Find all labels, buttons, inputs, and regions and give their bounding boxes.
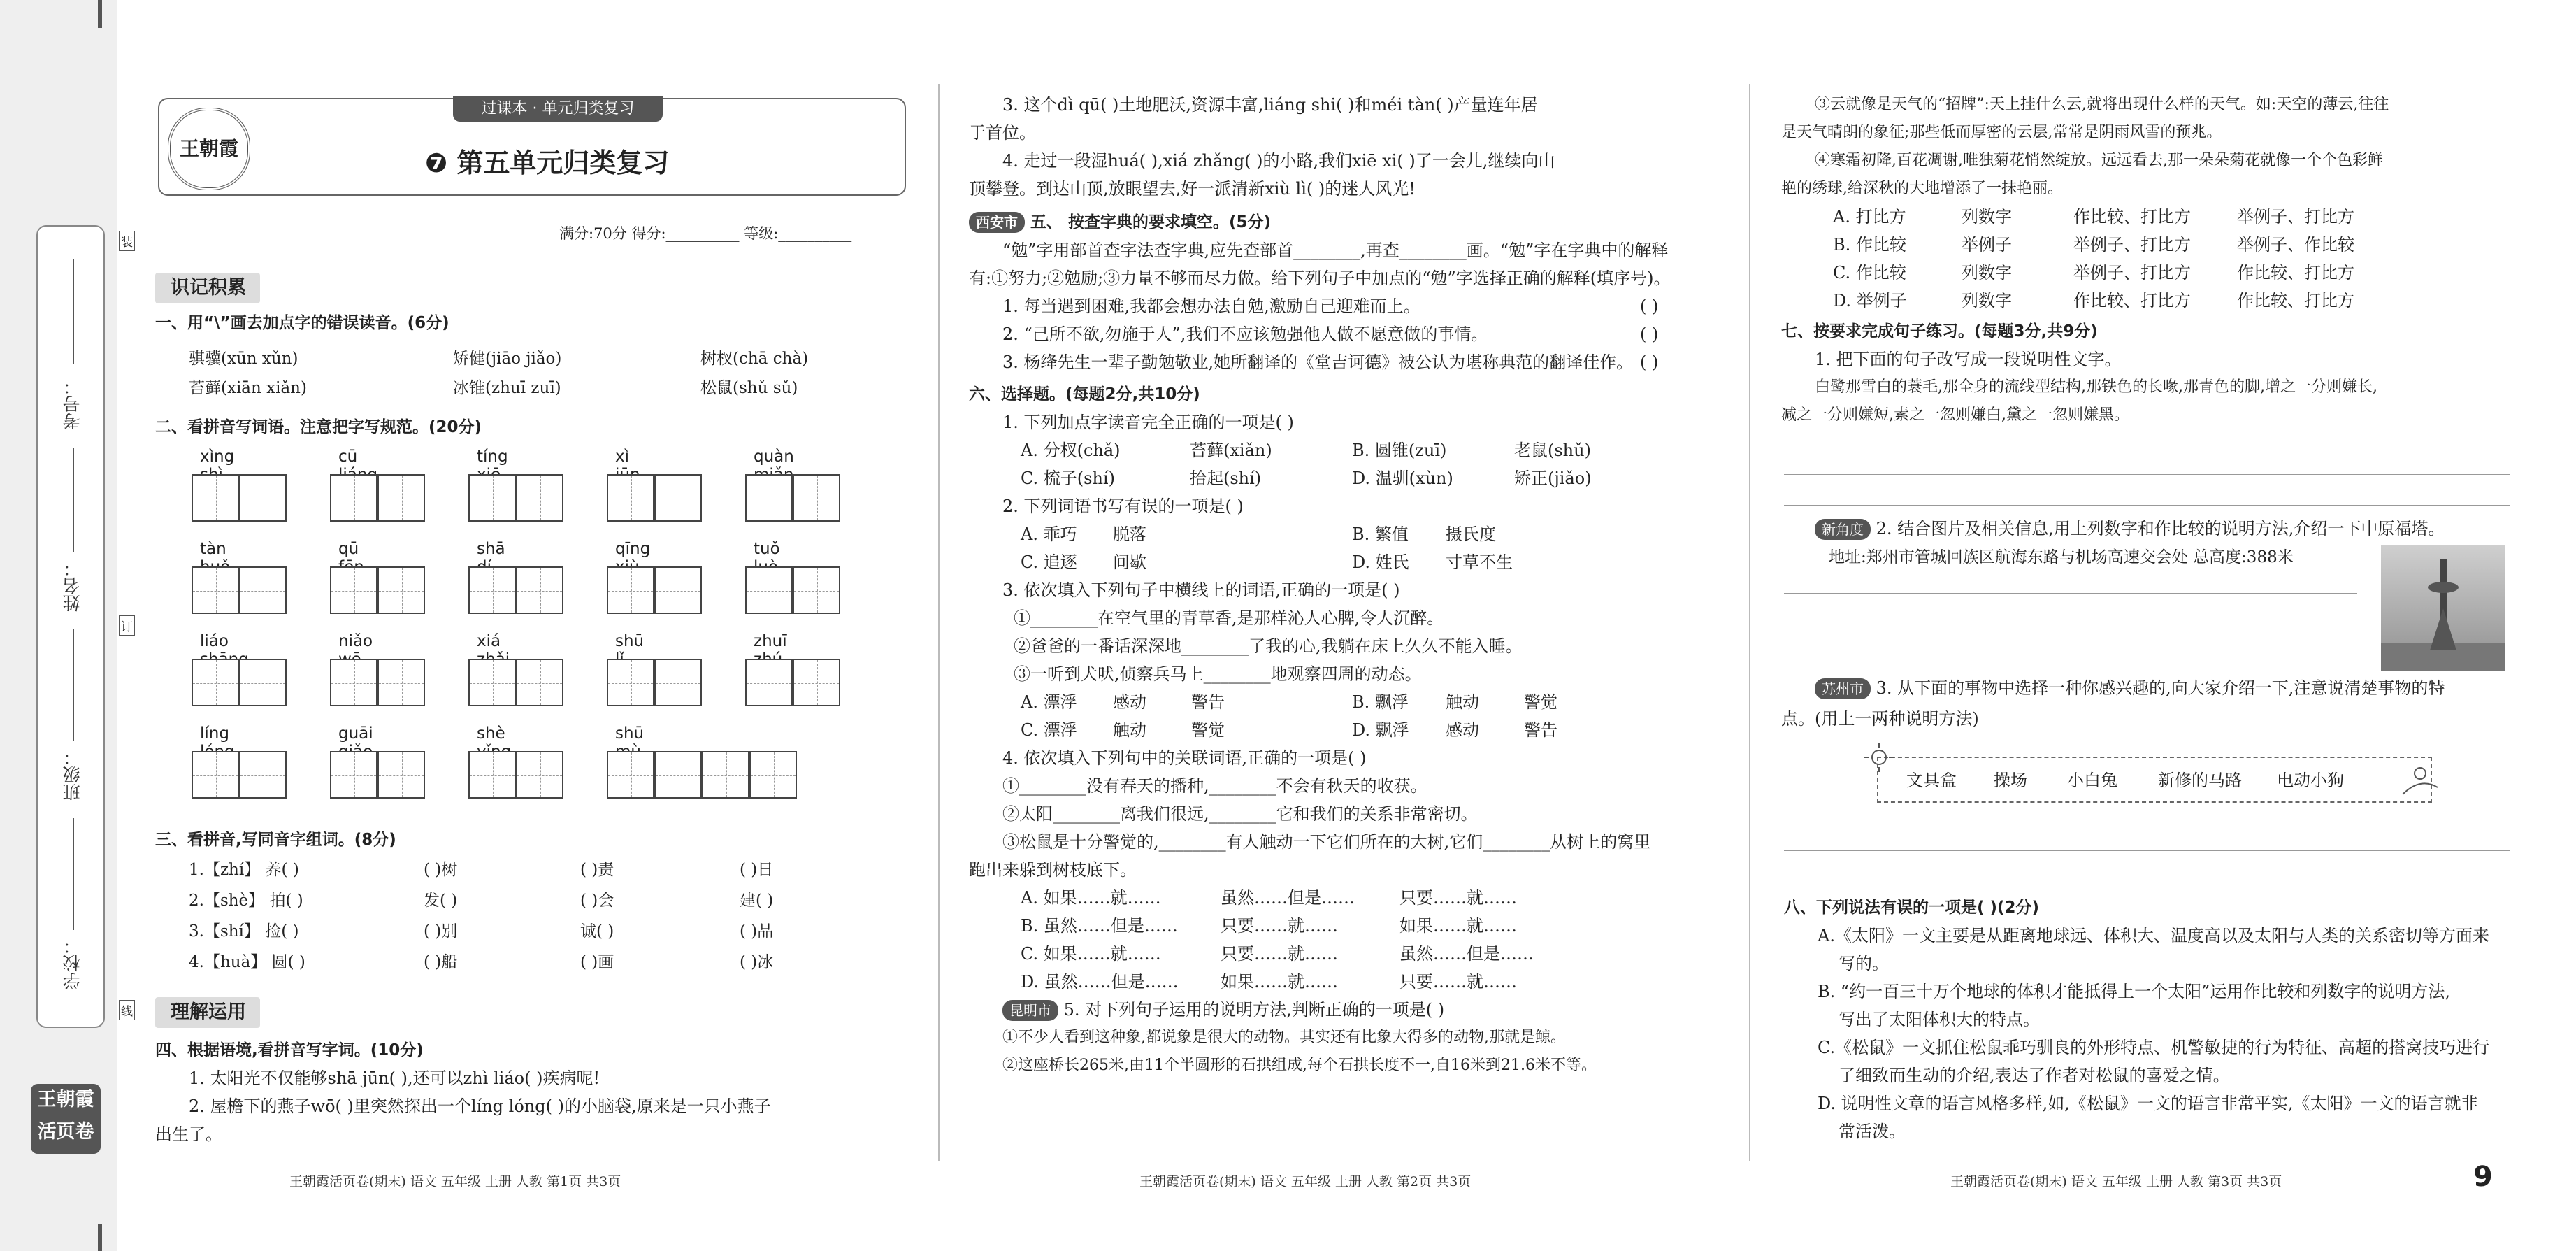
q6-2[interactable]: 2. 下列词语书写有误的一项是( ) bbox=[1002, 496, 1244, 516]
q3-item[interactable]: ( )品 bbox=[740, 922, 774, 941]
option-cell[interactable]: C. 如果……就…… bbox=[1021, 944, 1161, 964]
writing-cell[interactable] bbox=[793, 566, 840, 614]
q7-3-cont: 点。(用上一两种说明方法) bbox=[1781, 709, 1979, 729]
word-choice[interactable]: 文具盒 bbox=[1906, 771, 1957, 790]
q8-option: B. “约一百三十万个地球的体积才能抵得上一个太阳”运用作比较和列数字的说明方法, bbox=[1818, 982, 2451, 1001]
q6-4-line: ③松鼠是十分警觉的,________有人触动一下它们所在的大树,它们________从树上的窝里 bbox=[1002, 832, 1651, 852]
option-cell[interactable]: D. 温驯(xùn) bbox=[1352, 469, 1453, 488]
school-label: 学校： bbox=[62, 937, 82, 989]
option-cell[interactable]: A. 分杈(chǎ) bbox=[1021, 441, 1121, 460]
writing-cell[interactable] bbox=[702, 751, 749, 799]
answer-bracket[interactable]: ( ) bbox=[1640, 324, 1659, 344]
option-cell: 举例子、打比方 bbox=[2237, 207, 2354, 227]
writing-cell[interactable] bbox=[468, 659, 516, 706]
writing-cell[interactable] bbox=[330, 751, 377, 799]
header-tag: 过课本 · 单元归类复习 bbox=[453, 96, 663, 122]
q4-4-cont: 顶攀登。到达山顶,放眼望去,好一派清新xiù lì( )的迷人风光! bbox=[969, 179, 1416, 199]
pinyin-label: zhuī bbox=[754, 632, 787, 650]
pinyin-label: cū bbox=[338, 448, 358, 466]
column-3 bbox=[1781, 91, 2515, 429]
question-heading: 四、根据语境,看拼音写字词。(10分) bbox=[155, 1041, 424, 1059]
pinyin-label: guāi bbox=[338, 724, 373, 743]
writing-cell[interactable] bbox=[468, 566, 516, 614]
pinyin-label: shā bbox=[477, 540, 505, 558]
option-cell: 触动 bbox=[1446, 692, 1479, 712]
column-1 bbox=[155, 273, 910, 337]
option-cell: 警告 bbox=[1524, 720, 1557, 740]
region-tag: 昆明市 bbox=[1002, 1000, 1058, 1021]
pinyin-label: niǎo bbox=[338, 632, 373, 650]
school-line[interactable] bbox=[73, 818, 74, 930]
option-cell: 拾起(shí) bbox=[1190, 469, 1262, 488]
q6-4-options bbox=[969, 884, 1724, 996]
writing-cell[interactable] bbox=[468, 474, 516, 522]
option-cell[interactable]: B. 作比较 bbox=[1833, 235, 1906, 255]
q7-3-text: 3. 从下面的事物中选择一种你感兴趣的,向大家介绍一下,注意说清楚事物的特 bbox=[1876, 678, 2445, 698]
option-cell: 虽然……但是…… bbox=[1399, 944, 1534, 964]
question-heading: 六、选择题。(每题2分,共10分) bbox=[969, 385, 1200, 403]
tower-photo bbox=[2381, 545, 2505, 671]
q4-block bbox=[155, 1036, 910, 1148]
writing-cell[interactable] bbox=[654, 751, 702, 799]
answer-line[interactable] bbox=[1784, 505, 2510, 506]
brand-logo bbox=[31, 1084, 101, 1154]
writing-cell[interactable] bbox=[654, 566, 702, 614]
option-cell[interactable]: A. 乖巧 bbox=[1021, 524, 1077, 544]
q7-2-info: 地址:郑州市管城回族区航海东路与机场高速交会处 总高度:388米 bbox=[1829, 548, 2294, 566]
option-cell: 感动 bbox=[1113, 692, 1146, 712]
q4-3-cont: 于首位。 bbox=[969, 123, 1036, 143]
q7-1-text: 白鹭那雪白的蓑毛,那全身的流线型结构,那铁色的长喙,那青色的脚,增之一分则嫌长, bbox=[1815, 378, 2377, 396]
page-title: ❼ 第五单元归类复习 bbox=[425, 148, 670, 178]
writing-cell[interactable] bbox=[330, 659, 377, 706]
column-divider bbox=[1749, 84, 1750, 1161]
option-cell: 虽然……但是…… bbox=[1221, 888, 1355, 908]
writing-cell[interactable] bbox=[239, 751, 287, 799]
q1-item[interactable]: 苔藓(xiān xiǎn) bbox=[189, 379, 307, 397]
q1-item[interactable]: 松鼠(shǔ sǔ) bbox=[700, 379, 798, 397]
option-cell[interactable]: 举例子、打比方 bbox=[2073, 235, 2191, 255]
q8-block bbox=[1784, 894, 2511, 1145]
option-cell: 脱落 bbox=[1113, 524, 1146, 544]
q7-3 bbox=[1815, 674, 2514, 702]
pinyin-label: xìng bbox=[200, 448, 235, 466]
q8-option: D. 说明性文章的语言风格多样,如,《松鼠》一文的语言非常平实,《太阳》一文的语言就非 bbox=[1818, 1094, 2478, 1113]
question-heading: 一、用“\”画去加点字的错误读音。(6分) bbox=[155, 314, 449, 332]
writing-cell[interactable] bbox=[516, 751, 563, 799]
q8-option: 了细致而生动的介绍,表达了作者对松鼠的喜爱之情。 bbox=[1839, 1066, 2230, 1085]
q3-item[interactable]: 建( ) bbox=[740, 892, 774, 910]
word-choice[interactable]: 操场 bbox=[1994, 771, 2027, 790]
q4-1[interactable]: 1. 太阳光不仅能够shā jūn( ),还可以zhì liáo( )疾病呢! bbox=[189, 1068, 600, 1088]
option-cell: 警告 bbox=[1191, 692, 1225, 712]
unit-header bbox=[158, 98, 906, 196]
region-tag: 西安市 bbox=[969, 212, 1025, 233]
pinyin-label: shū bbox=[615, 724, 645, 743]
q8-option: 常活泼。 bbox=[1839, 1122, 1906, 1141]
option-cell: 警觉 bbox=[1524, 692, 1557, 712]
option-cell[interactable]: C. 漂浮 bbox=[1021, 720, 1077, 740]
q6-2-options bbox=[969, 520, 1724, 576]
q6-4-line: ②太阳________离我们很远,________它和我们的关系非常密切。 bbox=[1002, 804, 1478, 824]
section-title: 理解运用 bbox=[155, 997, 260, 1028]
writing-cell[interactable] bbox=[330, 566, 377, 614]
option-cell: 列数字 bbox=[1962, 291, 2012, 310]
pinyin-label: liáo bbox=[200, 632, 229, 650]
q7-2-text: 2. 结合图片及相关信息,用上列数字和作比较的说明方法,介绍一下中原福塔。 bbox=[1876, 519, 2445, 538]
q3-item[interactable]: ( )别 bbox=[424, 922, 458, 941]
q3-item[interactable]: 2.【shè】 拍( ) bbox=[189, 892, 303, 910]
q6-5-line: ②这座桥长265米,由11个半圆形的石拱组成,每个石拱长度不一,自16米到21.6米不等。 bbox=[1002, 1057, 1597, 1074]
q6-5-line: 是天气晴朗的象征;那些低而厚密的云层,常常是阴雨风雪的预兆。 bbox=[1781, 124, 2222, 141]
sun-icon bbox=[1863, 741, 1895, 773]
q5-item: 1. 每当遇到困难,我都会想办法自勉,激励自己迎难而上。 bbox=[1002, 296, 1420, 316]
writing-cell[interactable] bbox=[377, 659, 425, 706]
name-line[interactable] bbox=[73, 448, 74, 552]
brand-line: 活页卷 bbox=[37, 1121, 94, 1143]
option-cell: 举例子、作比较 bbox=[2237, 235, 2354, 255]
option-cell: B. 飘浮 bbox=[1352, 692, 1409, 712]
q4-4[interactable]: 4. 走过一段湿huá( ),xiá zhǎng( )的小路,我们xiē xi( )了一会儿,继续向山 bbox=[1002, 151, 1555, 171]
q5-text: 有:①努力;②勉励;③力量不够而尽力做。给下列句子中加点的“勉”字选择正确的解释(填序号)。 bbox=[969, 269, 1671, 288]
writing-cell[interactable] bbox=[192, 474, 239, 522]
binding-char: 线 bbox=[119, 1000, 135, 1020]
q6-5-line: ①不少人看到这种象,都说象是很大的动物。其实还有比象大得多的动物,那就是鲸。 bbox=[1002, 1029, 1566, 1046]
option-cell[interactable]: D. 举例子 bbox=[1833, 291, 1907, 310]
writing-cell[interactable] bbox=[793, 659, 840, 706]
pinyin-label: tuǒ bbox=[754, 540, 780, 558]
question-heading: 七、按要求完成句子练习。(每题3分,共9分) bbox=[1781, 322, 2098, 341]
flower-icon bbox=[2396, 752, 2445, 801]
option-cell[interactable]: D. 虽然……但是…… bbox=[1021, 972, 1179, 992]
q1-item[interactable]: 冰锥(zhuī zuī) bbox=[453, 379, 561, 397]
pinyin-label: tàn bbox=[200, 540, 226, 558]
answer-line[interactable] bbox=[1784, 850, 2510, 851]
writing-cell[interactable] bbox=[607, 751, 654, 799]
option-cell[interactable]: C. 作比较 bbox=[1833, 263, 1906, 283]
pinyin-label: quàn bbox=[754, 448, 794, 466]
q3-item[interactable]: ( )日 bbox=[740, 861, 774, 879]
writing-cell[interactable] bbox=[745, 474, 793, 522]
option-cell: 作比较、打比方 bbox=[2237, 263, 2354, 283]
option-cell: 警觉 bbox=[1191, 720, 1225, 740]
class-label: 班级： bbox=[62, 748, 82, 801]
q3-item[interactable]: ( )画 bbox=[580, 953, 614, 971]
region-tag: 新角度 bbox=[1815, 519, 1871, 540]
pinyin-label: qū bbox=[338, 540, 359, 558]
q6-3-line: ②爸爸的一番话深深地________了我的心,我躺在床上久久不能入睡。 bbox=[1014, 636, 1523, 656]
option-cell: D. 飘浮 bbox=[1352, 720, 1409, 740]
question-heading: 八、下列说法有误的一项是( )(2分) bbox=[1784, 899, 2040, 917]
q6-3-options bbox=[969, 688, 1724, 744]
student-info-box bbox=[36, 225, 105, 1028]
q6-5-options bbox=[1781, 203, 2515, 315]
writing-cell[interactable] bbox=[654, 474, 702, 522]
option-cell[interactable]: D. 姓氏 bbox=[1352, 552, 1409, 572]
option-cell: 如果……就…… bbox=[1221, 972, 1338, 992]
q3-item[interactable]: ( )冰 bbox=[740, 953, 774, 971]
writing-cell[interactable] bbox=[516, 659, 563, 706]
q6-4[interactable]: 4. 依次填入下列句中的关联词语,正确的一项是( ) bbox=[1002, 748, 1367, 768]
q6-1-options bbox=[969, 436, 1724, 492]
writing-cell[interactable] bbox=[607, 474, 654, 522]
q8-option: 写出了太阳体积大的特点。 bbox=[1839, 1010, 2040, 1029]
writing-cell[interactable] bbox=[654, 659, 702, 706]
q4-2[interactable]: 2. 屋檐下的燕子wō( )里突然探出一个líng lóng( )的小脑袋,原来是一只小燕子 bbox=[189, 1096, 771, 1116]
option-cell: 作比较、打比方 bbox=[2237, 291, 2354, 310]
q4-2-cont: 出生了。 bbox=[155, 1124, 222, 1144]
page-number: 9 bbox=[2473, 1161, 2493, 1193]
writing-cell[interactable] bbox=[192, 659, 239, 706]
answer-bracket[interactable]: ( ) bbox=[1640, 352, 1659, 372]
q6-5-line: ④寒霜初降,百花凋谢,唯独菊花悄然绽放。远远看去,那一朵朵菊花就像一个个色彩鲜 bbox=[1815, 152, 2383, 169]
pinyin-label: qīng bbox=[615, 540, 651, 558]
writing-cell[interactable] bbox=[239, 474, 287, 522]
word-choice[interactable]: 新修的马路 bbox=[2158, 771, 2242, 790]
option-cell[interactable]: C. 梳子(shí) bbox=[1021, 469, 1115, 488]
option-cell: 矫正(jiǎo) bbox=[1514, 469, 1592, 488]
pinyin-label: xiá bbox=[477, 632, 501, 650]
name-label: 姓名： bbox=[62, 559, 82, 612]
pinyin-label: xì bbox=[615, 448, 630, 466]
option-cell: 触动 bbox=[1113, 720, 1146, 740]
option-cell[interactable]: C. 追逐 bbox=[1021, 552, 1077, 572]
q1-item[interactable]: 矫健(jiāo jiǎo) bbox=[453, 350, 562, 368]
word-choice-box bbox=[1877, 757, 2432, 803]
option-cell: 举例子 bbox=[1962, 235, 2012, 255]
q1-item[interactable]: 树杈(chā chà) bbox=[700, 350, 809, 368]
q8-option: C.《松鼠》一文抓住松鼠乖巧驯良的外形特点、机警敏捷的行为特征、高超的搭窝技巧进行 bbox=[1818, 1038, 2490, 1057]
column-2 bbox=[969, 91, 1724, 1080]
q6-4-line: 跑出来躲到树枝底下。 bbox=[969, 860, 1137, 880]
q8-option: 写的。 bbox=[1839, 954, 1889, 973]
option-cell: 如果……就…… bbox=[1399, 916, 1517, 936]
writing-cell[interactable] bbox=[377, 566, 425, 614]
word-choice[interactable]: 小白兔 bbox=[2067, 771, 2117, 790]
pinyin-label: shè bbox=[477, 724, 505, 743]
publisher-logo: 王朝霞 bbox=[168, 108, 250, 190]
q3-item[interactable]: 发( ) bbox=[424, 892, 458, 910]
q3-item[interactable]: ( )树 bbox=[424, 861, 458, 879]
word-choice[interactable]: 电动小狗 bbox=[2277, 771, 2344, 790]
q7-1: 1. 把下面的句子改写成一段说明性文字。 bbox=[1815, 350, 2122, 369]
q3-item[interactable]: ( )会 bbox=[580, 892, 614, 910]
writing-cell[interactable] bbox=[377, 751, 425, 799]
binding-mark bbox=[98, 1224, 102, 1251]
option-cell: 只要……就…… bbox=[1399, 888, 1517, 908]
writing-cell[interactable] bbox=[192, 751, 239, 799]
option-cell: 列数字 bbox=[1962, 263, 2012, 283]
option-cell: 间歇 bbox=[1113, 552, 1146, 572]
q6-5[interactable]: 5. 对下列句子运用的说明方法,判断正确的一项是( ) bbox=[1063, 1000, 1445, 1020]
binding-char: 装 bbox=[119, 231, 135, 251]
writing-cell[interactable] bbox=[330, 474, 377, 522]
writing-cell[interactable] bbox=[239, 566, 287, 614]
writing-cell[interactable] bbox=[749, 751, 797, 799]
q7-1-text: 减之一分则嫌短,素之一忽则嫌白,黛之一忽则嫌黑。 bbox=[1781, 406, 2129, 424]
pinyin-label: shū bbox=[615, 632, 645, 650]
tower-icon bbox=[2381, 545, 2505, 671]
option-cell[interactable]: 举例子、打比方 bbox=[2073, 263, 2191, 283]
region-tag: 苏州市 bbox=[1815, 678, 1871, 699]
exam-no-label: 考号： bbox=[62, 378, 82, 430]
q3-item[interactable]: 3.【shí】 捡( ) bbox=[189, 922, 299, 941]
page-footer: 王朝霞活页卷(期末) 语文 五年级 上册 人教 第2页 共3页 bbox=[1139, 1174, 1472, 1189]
writing-cell[interactable] bbox=[516, 474, 563, 522]
option-cell[interactable]: B. 虽然……但是…… bbox=[1021, 916, 1178, 936]
q6-4-line: ①________没有春天的播种,________不会有秋天的收获。 bbox=[1002, 776, 1427, 796]
q7-2 bbox=[1815, 515, 2445, 543]
q3-items bbox=[189, 855, 888, 978]
writing-cell[interactable] bbox=[607, 659, 654, 706]
class-line[interactable] bbox=[73, 629, 74, 741]
question-heading: 二、看拼音写词语。注意把字写规范。(20分) bbox=[155, 418, 482, 436]
option-cell[interactable]: 作比较、打比方 bbox=[2073, 207, 2191, 227]
pinyin-label: líng bbox=[200, 724, 229, 743]
option-cell[interactable]: 作比较、打比方 bbox=[2073, 291, 2191, 310]
page-footer: 王朝霞活页卷(期末) 语文 五年级 上册 人教 第3页 共3页 bbox=[1950, 1174, 2282, 1189]
score-line: 满分:70分 得分:__________ 等级:__________ bbox=[559, 225, 852, 242]
q3-item[interactable]: ( )船 bbox=[424, 953, 458, 971]
q6-3-line: ①________在空气里的青草香,是那样沁人心脾,令人沉醉。 bbox=[1014, 608, 1444, 628]
section-title: 识记积累 bbox=[155, 273, 260, 303]
q4-3[interactable]: 3. 这个dì qū( )土地肥沃,资源丰富,liáng shi( )和méi tàn( )产量连年居 bbox=[1002, 95, 1538, 115]
answer-line[interactable] bbox=[1784, 593, 2357, 594]
brand-line: 王朝霞 bbox=[37, 1089, 94, 1110]
q1-items bbox=[189, 344, 888, 403]
option-cell: 寸草不生 bbox=[1446, 552, 1513, 572]
option-cell[interactable]: A. 漂浮 bbox=[1021, 692, 1077, 712]
q5-item: 3. 杨绛先生一辈子勤勉敬业,她所翻译的《堂吉诃德》被公认为堪称典范的翻译佳作。 bbox=[1002, 352, 1634, 372]
binding-char: 订 bbox=[119, 615, 135, 636]
page-footer: 王朝霞活页卷(期末) 语文 五年级 上册 人教 第1页 共3页 bbox=[289, 1174, 621, 1189]
option-cell: 摄氏度 bbox=[1446, 524, 1496, 544]
column-divider bbox=[938, 84, 940, 1161]
q3-item[interactable]: 4.【huà】 圆( ) bbox=[189, 953, 305, 971]
writing-cell[interactable] bbox=[793, 474, 840, 522]
writing-cell[interactable] bbox=[745, 566, 793, 614]
exam-no-line[interactable] bbox=[73, 259, 74, 364]
writing-cell[interactable] bbox=[192, 566, 239, 614]
option-cell[interactable]: A. 打比方 bbox=[1833, 207, 1906, 227]
writing-cell[interactable] bbox=[377, 474, 425, 522]
q5-text: “勉”字用部首查字法查字典,应先查部首________,再查________画。“勉”字在字典中的解释 bbox=[1002, 241, 1669, 260]
answer-line[interactable] bbox=[1784, 474, 2510, 475]
q6-3[interactable]: 3. 依次填入下列句子中横线上的词语,正确的一项是( ) bbox=[1002, 580, 1400, 600]
writing-cell[interactable] bbox=[468, 751, 516, 799]
option-cell[interactable]: A. 如果……就…… bbox=[1021, 888, 1161, 908]
q5-item: 2. “己所不欲,勿施于人”,我们不应该勉强他人做不愿意做的事情。 bbox=[1002, 324, 1488, 344]
q6-3-line: ③一听到犬吠,侦察兵马上________地观察四周的动态。 bbox=[1014, 664, 1422, 684]
question-heading: 三、看拼音,写同音字组词。(8分) bbox=[155, 831, 396, 849]
pinyin-label: tíng bbox=[477, 448, 508, 466]
q3-item[interactable]: 1.【zhí】 养( ) bbox=[189, 861, 299, 879]
question-heading: 五、 按查字典的要求填空。(5分) bbox=[1030, 213, 1272, 231]
option-cell: 只要……就…… bbox=[1221, 944, 1338, 964]
writing-cell[interactable] bbox=[607, 566, 654, 614]
q1-item[interactable]: 骐骥(xūn xǔn) bbox=[189, 350, 298, 368]
binding-mark bbox=[98, 0, 102, 28]
writing-cell[interactable] bbox=[516, 566, 563, 614]
option-cell[interactable]: B. 繁值 bbox=[1352, 524, 1409, 544]
q3-item[interactable]: ( )责 bbox=[580, 861, 614, 879]
q6-1[interactable]: 1. 下列加点字读音完全正确的一项是( ) bbox=[1002, 413, 1294, 432]
writing-cell[interactable] bbox=[239, 659, 287, 706]
answer-bracket[interactable]: ( ) bbox=[1640, 296, 1659, 316]
option-cell: 苔藓(xiǎn) bbox=[1190, 441, 1272, 460]
option-cell: 只要……就…… bbox=[1399, 972, 1517, 992]
option-cell: 感动 bbox=[1446, 720, 1479, 740]
option-cell[interactable]: B. 圆锥(zuī) bbox=[1352, 441, 1447, 460]
q3-item[interactable]: 诚( ) bbox=[580, 922, 614, 941]
writing-cell[interactable] bbox=[745, 659, 793, 706]
q6-5-line: ③云就像是天气的“招牌”:天上挂什么云,就将出现什么样的天气。如:天空的薄云,往往 bbox=[1815, 96, 2389, 113]
option-cell: 只要……就…… bbox=[1221, 916, 1338, 936]
q8-option: A.《太阳》一文主要是从距离地球远、体积大、温度高以及太阳与人类的关系密切等方面来 bbox=[1818, 926, 2489, 945]
option-cell: 老鼠(shǔ) bbox=[1514, 441, 1591, 460]
q6-5-line: 艳的绣球,给深秋的大地增添了一抹艳丽。 bbox=[1781, 180, 2063, 197]
option-cell: 列数字 bbox=[1962, 207, 2012, 227]
